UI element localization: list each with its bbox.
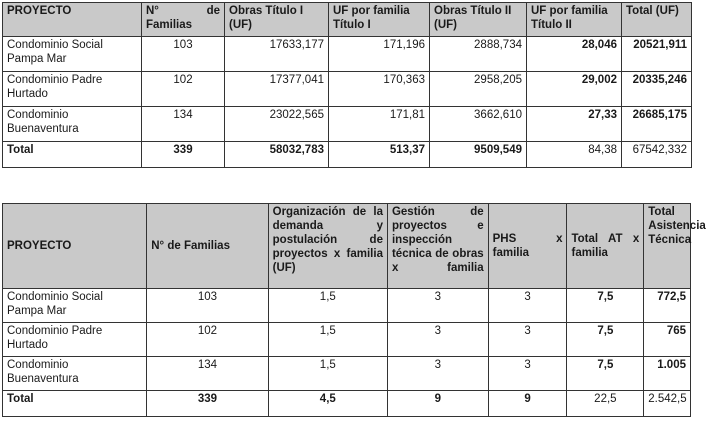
table-row bbox=[3, 289, 691, 323]
cell-familias: 134 bbox=[142, 107, 225, 142]
cell-total-asistencia: 772,5 bbox=[644, 289, 691, 323]
cell-total-label: Total bbox=[3, 391, 147, 417]
cell-gestion: 3 bbox=[387, 357, 488, 391]
cell-obras-titulo-2: 3662,610 bbox=[430, 107, 527, 142]
cell-total-total-uf: 67542,332 bbox=[622, 142, 692, 168]
cell-proyecto: Condominio Social Pampa Mar bbox=[3, 289, 147, 323]
cell-total-asistencia: 765 bbox=[644, 323, 691, 357]
cell-uf-familia-titulo-1: 171,81 bbox=[329, 107, 430, 142]
cell-total-uf: 26685,175 bbox=[622, 107, 692, 142]
header-organizacion-demanda: Organización de la demanda y postulación de proyectos x familia (UF) bbox=[268, 204, 387, 289]
table-costos-obras bbox=[2, 2, 692, 168]
cell-obras-titulo-1: 23022,565 bbox=[225, 107, 329, 142]
cell-total-uf: 20521,911 bbox=[622, 37, 692, 72]
cell-total-familias: 339 bbox=[142, 142, 225, 168]
header-total-asistencia-tecnica: Total Asistencia Técnica bbox=[644, 204, 691, 289]
cell-total-phs: 9 bbox=[488, 391, 567, 417]
cell-uf-familia-titulo-2: 29,002 bbox=[527, 72, 622, 107]
table-row bbox=[3, 357, 691, 391]
cell-total-uf-familia-titulo-2: 84,38 bbox=[527, 142, 622, 168]
table-row bbox=[3, 323, 691, 357]
cell-phs: 3 bbox=[488, 289, 567, 323]
cell-proyecto: Condominio Buenaventura bbox=[3, 107, 142, 142]
cell-total-obras-titulo-2: 9509,549 bbox=[430, 142, 527, 168]
cell-obras-titulo-2: 2958,205 bbox=[430, 72, 527, 107]
cell-proyecto: Condominio Buenaventura bbox=[3, 357, 147, 391]
cell-total-asistencia: 1.005 bbox=[644, 357, 691, 391]
cell-total-asistencia: 2.542,5 bbox=[644, 391, 691, 417]
header-uf-familia-titulo-2: UF por familia Título II bbox=[527, 3, 622, 37]
cell-total-at: 7,5 bbox=[567, 323, 644, 357]
cell-total-obras-titulo-1: 58032,783 bbox=[225, 142, 329, 168]
header-obras-titulo-2: Obras Título II (UF) bbox=[430, 3, 527, 37]
cell-obras-titulo-2: 2888,734 bbox=[430, 37, 527, 72]
cell-familias: 103 bbox=[147, 289, 268, 323]
cell-organizacion: 1,5 bbox=[268, 289, 387, 323]
header-total-at-familia: Total AT x familia bbox=[567, 204, 644, 289]
cell-familias: 103 bbox=[142, 37, 225, 72]
cell-phs: 3 bbox=[488, 357, 567, 391]
cell-uf-familia-titulo-2: 28,046 bbox=[527, 37, 622, 72]
table-total-row bbox=[3, 391, 691, 417]
cell-uf-familia-titulo-1: 170,363 bbox=[329, 72, 430, 107]
header-gestion-proyectos: Gestión de proyectos e inspección técnica de obras x familia bbox=[387, 204, 488, 289]
header-obras-titulo-1: Obras Título I (UF) bbox=[225, 3, 329, 37]
cell-familias: 134 bbox=[147, 357, 268, 391]
cell-uf-familia-titulo-1: 171,196 bbox=[329, 37, 430, 72]
cell-total-at: 7,5 bbox=[567, 289, 644, 323]
cell-obras-titulo-1: 17377,041 bbox=[225, 72, 329, 107]
cell-proyecto: Condominio Padre Hurtado bbox=[3, 72, 142, 107]
table-row bbox=[3, 107, 692, 142]
header-familias: N° de Familias bbox=[147, 204, 268, 289]
cell-familias: 102 bbox=[142, 72, 225, 107]
cell-familias: 102 bbox=[147, 323, 268, 357]
table-header-row bbox=[3, 204, 691, 289]
table-asistencia-tecnica bbox=[2, 203, 706, 417]
cell-organizacion: 1,5 bbox=[268, 357, 387, 391]
header-uf-familia-titulo-1: UF por familia Título I bbox=[329, 3, 430, 37]
table-total-row bbox=[3, 142, 692, 168]
cell-organizacion: 1,5 bbox=[268, 323, 387, 357]
table-row bbox=[3, 72, 692, 107]
cell-total-uf: 20335,246 bbox=[622, 72, 692, 107]
header-total-uf: Total (UF) bbox=[622, 3, 692, 37]
cell-uf-familia-titulo-2: 27,33 bbox=[527, 107, 622, 142]
cell-total-uf-familia-titulo-1: 513,37 bbox=[329, 142, 430, 168]
cell-total-label: Total bbox=[3, 142, 142, 168]
cell-total-familias: 339 bbox=[147, 391, 268, 417]
header-phs-familia: PHS x familia bbox=[488, 204, 567, 289]
cell-obras-titulo-1: 17633,177 bbox=[225, 37, 329, 72]
table-header-row bbox=[3, 3, 692, 37]
cell-gestion: 3 bbox=[387, 323, 488, 357]
cell-total-at: 22,5 bbox=[567, 391, 644, 417]
cell-total-at: 7,5 bbox=[567, 357, 644, 391]
header-proyecto: PROYECTO bbox=[3, 3, 142, 37]
cell-total-gestion: 9 bbox=[387, 391, 488, 417]
cell-proyecto: Condominio Social Pampa Mar bbox=[3, 37, 142, 72]
header-familias: N° de Familias bbox=[142, 3, 225, 37]
cell-phs: 3 bbox=[488, 323, 567, 357]
header-proyecto: PROYECTO bbox=[3, 204, 147, 289]
cell-gestion: 3 bbox=[387, 289, 488, 323]
table-row bbox=[3, 37, 692, 72]
cell-proyecto: Condominio Padre Hurtado bbox=[3, 323, 147, 357]
cell-total-organizacion: 4,5 bbox=[268, 391, 387, 417]
